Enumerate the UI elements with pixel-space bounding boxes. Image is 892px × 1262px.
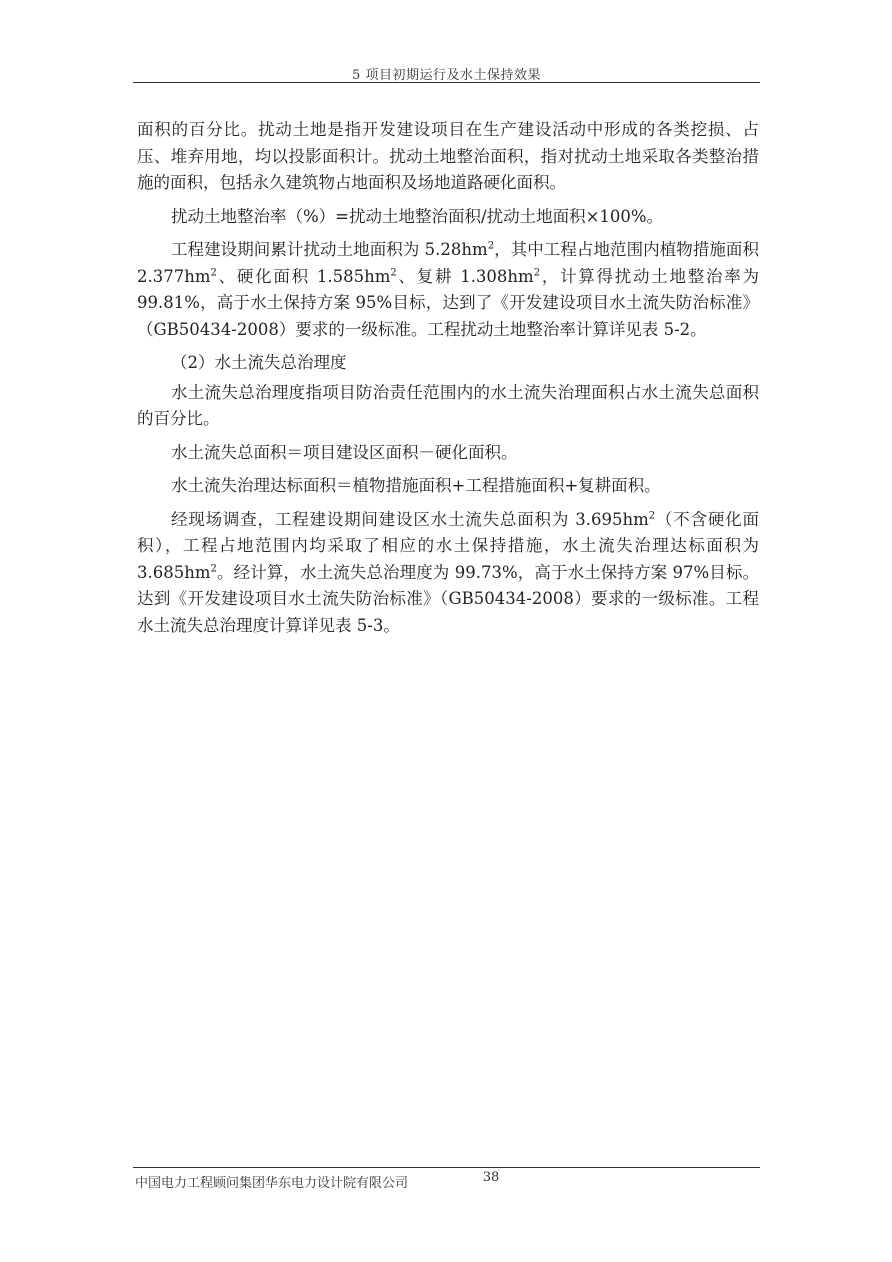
page-number: 38 bbox=[482, 1170, 500, 1185]
paragraph-erosion-control-definition: 水土流失总治理度指项目防治责任范围内的水土流失治理面积占水土流失总面积的百分比。 bbox=[137, 382, 759, 428]
paragraph-erosion-control-result: 经现场调查，工程建设期间建设区水土流失总面积为 $3.695hm^2$（不含硬化面积），工程占地范围内均采取了相应的水土保持措施，水土流失治理达标面积为 $3.685hm^2$。经计算，水土流失总治理度为 99.73%，高于水土保持方案 97%目标。达到《开发建设项目水土流失防治标准》（GB50434-2008）要求的一级标准。工程水土流失总治理度计算详见表 5-3。 bbox=[137, 509, 759, 635]
paragraph-disturbed-land-definition: 面积的百分比。扰动土地是指开发建设项目在生产建设活动中形成的各类挖损、占压、堆弃用地，均以投影面积计。扰动土地整治面积，指对扰动土地采取各类整治措施的面积，包括永久建筑物占地面积及场地道路硬化面积。 bbox=[137, 120, 759, 192]
running-header: 5 项目初期运行及水土保持效果 bbox=[352, 68, 541, 83]
section-heading-erosion-control-degree: （2）水土流失总治理度 bbox=[171, 353, 347, 372]
formula-land-rehabilitation-rate: 扰动土地整治率（%）=扰动土地整治面积/扰动土地面积×100%。 bbox=[171, 206, 664, 226]
header-divider bbox=[133, 82, 760, 83]
body-text bbox=[137, 117, 759, 646]
formula-total-erosion-area: 水土流失总面积＝项目建设区面积－硬化面积。 bbox=[171, 442, 518, 462]
footer-divider bbox=[133, 1167, 760, 1168]
paragraph-land-rehabilitation-result: 工程建设期间累计扰动土地面积为 $5.28hm^2$，其中工程占地范围内植物措施面积 $2.377hm^2$、硬化面积 $1.585hm^2$、复耕 $1.308hm^2$，计算得扰动土地整治率为 99.81%，高于水土保持方案 95%目标，达到了《开发建设项目水土流失防治标准》（GB50434-2008）要求的一级标准。工程扰动土地整治率计算详见表 5-2。 bbox=[137, 240, 759, 339]
footer-company-name: 中国电力工程顾问集团华东电力设计院有限公司 bbox=[135, 1176, 409, 1191]
formula-erosion-controlled-area: 水土流失治理达标面积＝植物措施面积+工程措施面积+复耕面积。 bbox=[171, 476, 661, 495]
